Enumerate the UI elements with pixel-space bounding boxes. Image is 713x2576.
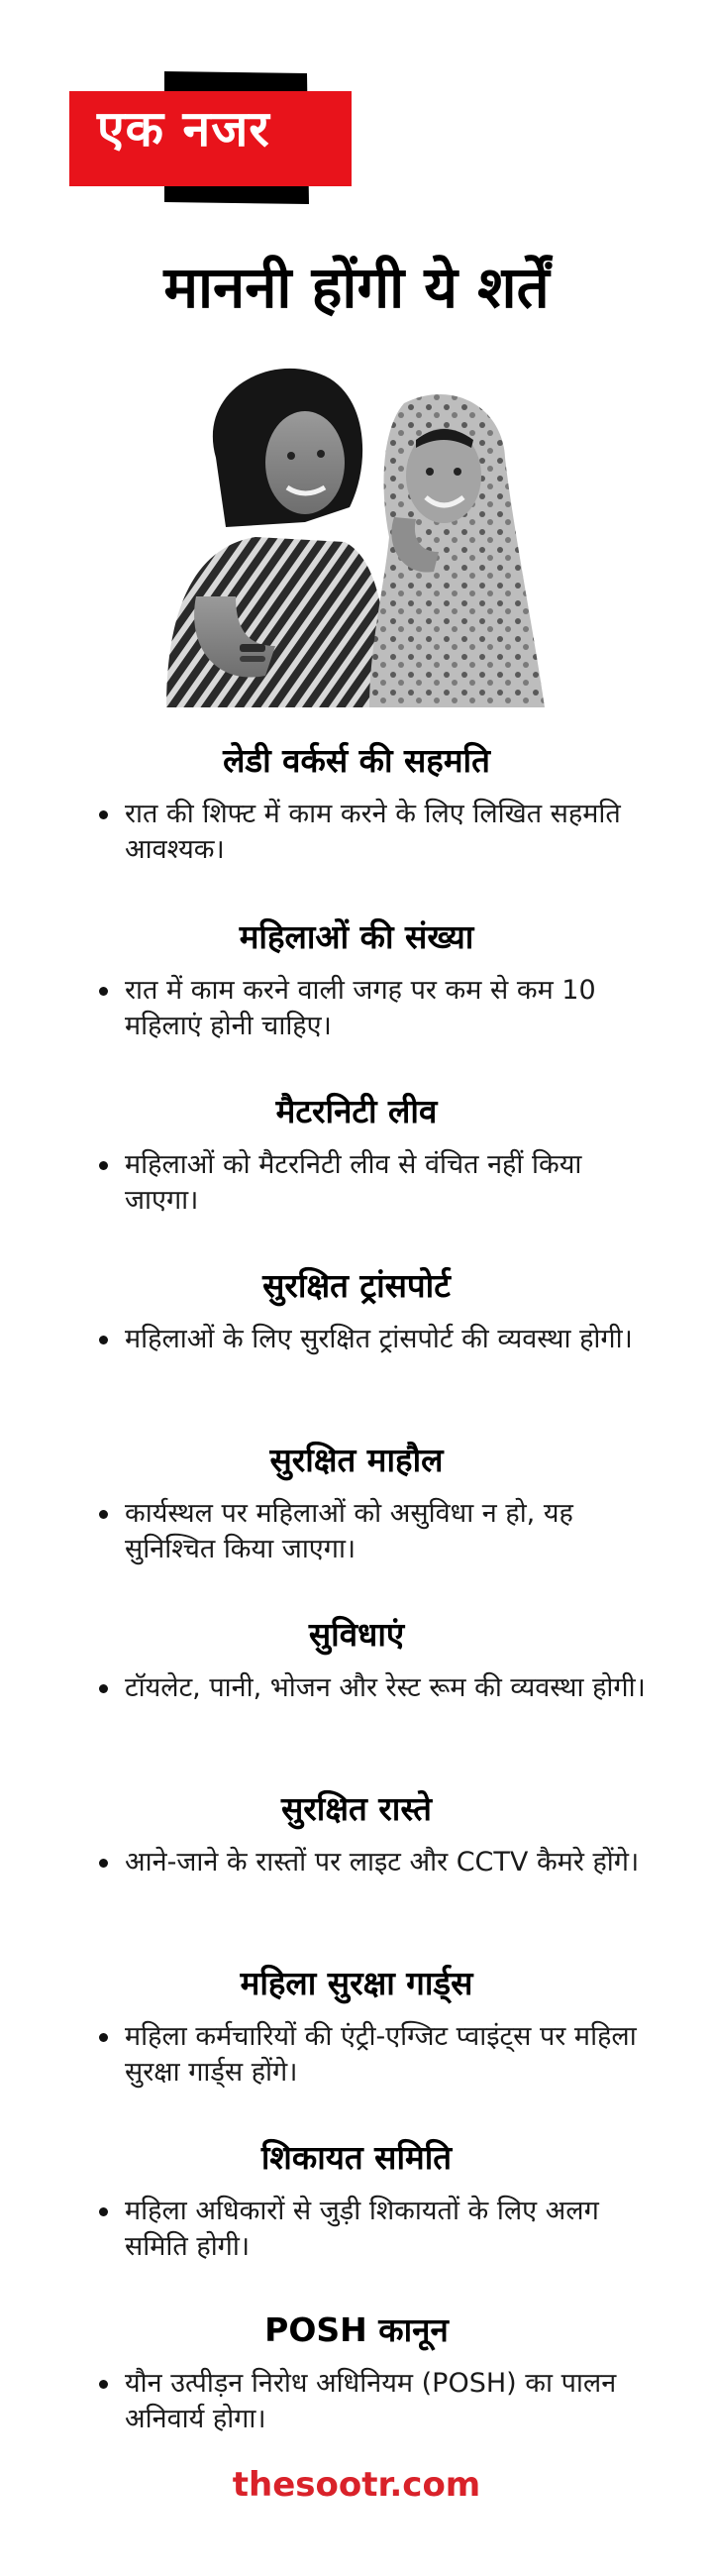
section-text: रात में काम करने वाली जगह पर कम से कम 10 महिलाएं होनी चाहिए। — [125, 975, 596, 1041]
section-maternity-leave — [0, 1086, 713, 1219]
section-complaint-committee — [0, 2132, 713, 2265]
section-title: महिला सुरक्षा गार्ड्स — [240, 1964, 473, 2002]
section-safe-transport — [0, 1260, 713, 1357]
section-text: आने-जाने के रास्तों पर लाइट और CCTV कैमरे होंगे। — [125, 1847, 640, 1878]
brand-footer: thesootr.com — [232, 2465, 481, 2505]
bullet-icon — [99, 1684, 108, 1693]
bullet-icon — [99, 1161, 108, 1170]
section-women-count — [0, 912, 713, 1044]
bullet-icon — [99, 1859, 108, 1868]
page-title: माननी होंगी ये शर्तें — [163, 254, 550, 321]
section-text: टॉयलेट, पानी, भोजन और रेस्ट रूम की व्यवस्था होगी। — [125, 1672, 646, 1703]
bullet-icon — [99, 987, 108, 996]
section-text: यौन उत्पीड़न निरोध अधिनियम (POSH) का पालन अनिवार्य होगा। — [125, 2368, 617, 2434]
section-title: महिलाओं की संख्या — [239, 917, 474, 956]
section-text: कार्यस्थल पर महिलाओं को असुविधा न हो, यह सुनिश्चित किया जाएगा। — [125, 1498, 573, 1564]
section-title: मैटरनिटी लीव — [275, 1092, 438, 1130]
badge — [69, 71, 366, 206]
women-workers-photo — [156, 349, 557, 707]
section-facilities — [0, 1609, 713, 1706]
section-title: लेडी वर्कर्स की सहमति — [223, 741, 490, 780]
bullet-icon — [99, 2033, 108, 2042]
section-safe-environment — [0, 1435, 713, 1567]
section-text: महिला अधिकारों से जुड़ी शिकायतों के लिए अलग समिति होगी। — [125, 2196, 599, 2262]
section-title: सुरक्षित रास्ते — [280, 1789, 432, 1828]
section-safe-routes — [0, 1783, 713, 1880]
badge-label: एक नजर — [97, 100, 270, 158]
section-text: रात की शिफ्ट में काम करने के लिए लिखित सहमति आवश्यक। — [125, 799, 621, 865]
section-text: महिलाओं के लिए सुरक्षित ट्रांसपोर्ट की व्यवस्था होगी। — [125, 1324, 633, 1354]
bullet-icon — [99, 2380, 108, 2389]
section-title: POSH कानून — [264, 2310, 449, 2349]
section-title: शिकायत समिति — [260, 2138, 453, 2177]
bullet-icon — [99, 810, 108, 819]
bullet-icon — [99, 1510, 108, 1519]
section-consent — [0, 735, 713, 868]
section-text: महिला कर्मचारियों की एंट्री-एग्जिट प्वाइंट्स पर महिला सुरक्षा गार्ड्स होंगे। — [125, 2021, 637, 2088]
bullet-icon — [99, 1336, 108, 1344]
section-security-guards — [0, 1958, 713, 2091]
section-title: सुविधाएं — [308, 1615, 405, 1654]
section-posh-law — [0, 2305, 713, 2437]
section-title: सुरक्षित माहौल — [269, 1441, 444, 1479]
section-text: महिलाओं को मैटरनिटी लीव से वंचित नहीं किया जाएगा। — [125, 1149, 582, 1216]
section-title: सुरक्षित ट्रांसपोर्ट — [262, 1266, 451, 1305]
bullet-icon — [99, 2207, 108, 2216]
